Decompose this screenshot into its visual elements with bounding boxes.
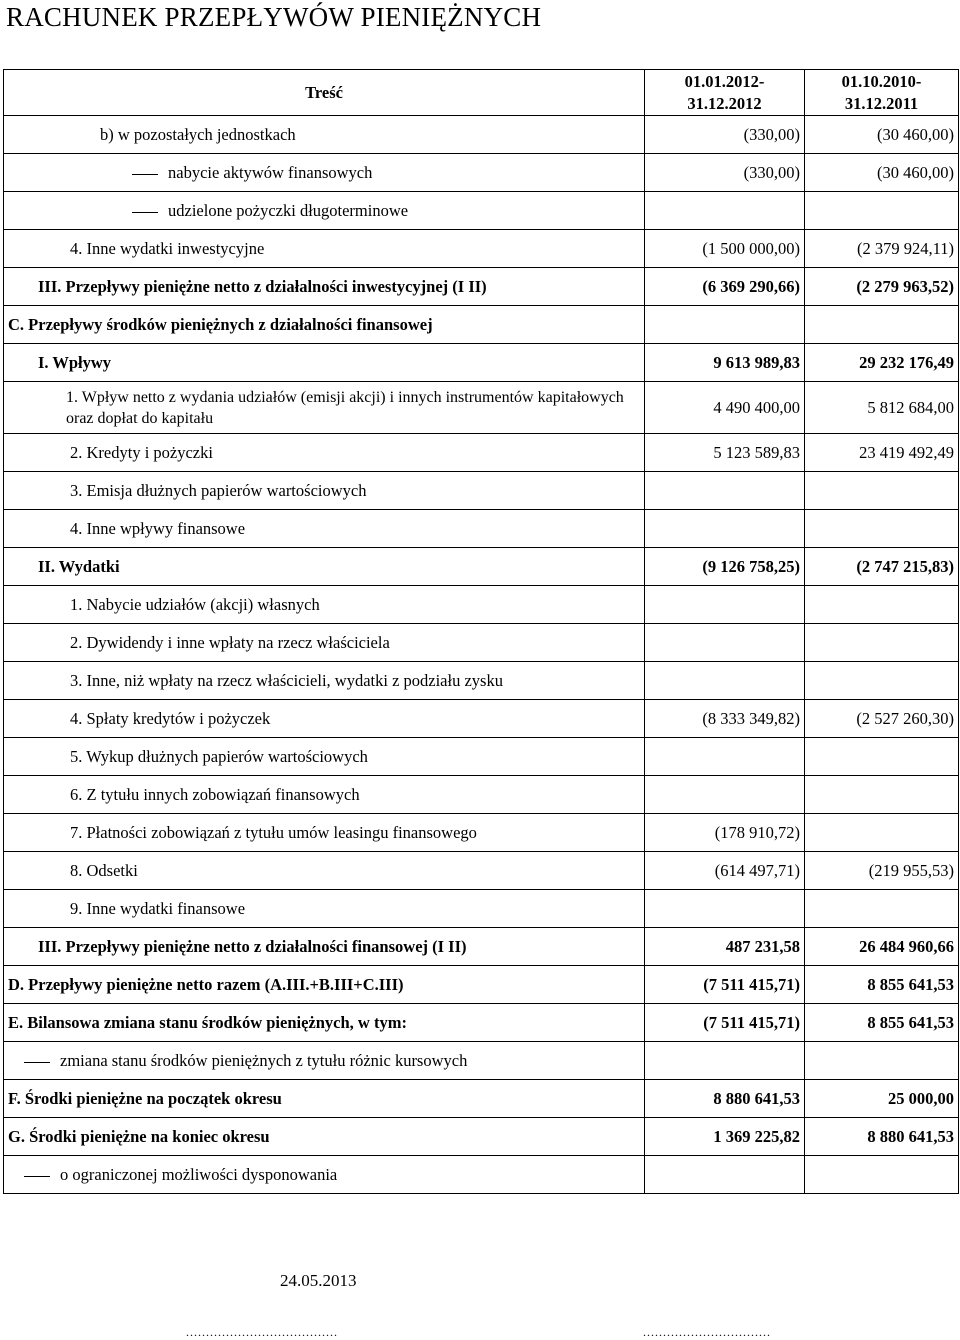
row-value-1: 487 231,58: [645, 928, 805, 966]
table-row: [4, 966, 959, 1004]
row-value-1: (178 910,72): [645, 814, 805, 852]
dash-icon: [24, 1062, 50, 1063]
row-value-1: (8 333 349,82): [645, 700, 805, 738]
row-value-1: 9 613 989,83: [645, 344, 805, 382]
row-label-text: 8. Odsetki: [70, 861, 138, 880]
table-row: [4, 268, 959, 306]
table-row: [4, 154, 959, 192]
row-value-1: (330,00): [645, 154, 805, 192]
row-value-2: [805, 192, 959, 230]
row-label: [4, 662, 645, 700]
table-row: [4, 1156, 959, 1194]
row-label-text: 2. Dywidendy i inne wpłaty na rzecz właściciela: [70, 633, 390, 652]
row-value-1: (6 369 290,66): [645, 268, 805, 306]
table-row: [4, 928, 959, 966]
row-label-text: F. Środki pieniężne na początek okresu: [8, 1089, 282, 1108]
row-label: [4, 966, 645, 1004]
row-label-text: 1. Wpływ netto z wydania udziałów (emisji akcji) i innych instrumentów kapitałowych oraz dopłat do kapitału: [4, 382, 645, 434]
row-value-2: 8 855 641,53: [805, 966, 959, 1004]
table-row: [4, 434, 959, 472]
table-row: [4, 1004, 959, 1042]
table-row: [4, 890, 959, 928]
row-label-text: 9. Inne wydatki finansowe: [70, 899, 246, 918]
row-label: [4, 434, 645, 472]
table-row: [4, 776, 959, 814]
row-value-1: [645, 1042, 805, 1080]
table-row: [4, 1080, 959, 1118]
row-label-text: 5. Wykup dłużnych papierów wartościowych: [70, 747, 368, 766]
signature-line-left: ......................................: [186, 1325, 338, 1339]
row-value-2: (30 460,00): [805, 116, 959, 154]
table-row: [4, 548, 959, 586]
row-value-1: 4 490 400,00: [645, 382, 805, 434]
row-value-1: [645, 510, 805, 548]
row-value-2: [805, 776, 959, 814]
table-header-row: [4, 70, 959, 116]
row-label-text: 1. Nabycie udziałów (akcji) własnych: [70, 595, 320, 614]
row-label: [4, 1080, 645, 1118]
row-label-text: 3. Emisja dłużnych papierów wartościowych: [70, 481, 367, 500]
row-label: [4, 852, 645, 890]
row-value-2: [805, 586, 959, 624]
signature-date: 24.05.2013: [280, 1271, 357, 1290]
row-label: [4, 1042, 645, 1080]
row-label-text: 3. Inne, niż wpłaty na rzecz właścicieli, wydatki z podziału zysku: [70, 671, 503, 690]
row-value-1: (7 511 415,71): [645, 966, 805, 1004]
row-value-2: 23 419 492,49: [805, 434, 959, 472]
row-value-2: 25 000,00: [805, 1080, 959, 1118]
row-value-1: [645, 738, 805, 776]
row-label-text: II. Wydatki: [38, 557, 120, 576]
row-label: [4, 344, 645, 382]
table-row: [4, 624, 959, 662]
row-value-2: (2 279 963,52): [805, 268, 959, 306]
row-label-text: G. Środki pieniężne na koniec okresu: [8, 1127, 270, 1146]
row-value-2: (30 460,00): [805, 154, 959, 192]
row-value-1: [645, 472, 805, 510]
page-title: RACHUNEK PRZEPŁYWÓW PIENIĘŻNYCH: [6, 2, 542, 32]
table-row: [4, 586, 959, 624]
row-value-1: [645, 586, 805, 624]
row-label: [4, 268, 645, 306]
row-value-1: [645, 890, 805, 928]
row-label: [4, 1156, 645, 1194]
row-label: [4, 776, 645, 814]
row-label: [4, 814, 645, 852]
row-label: [4, 1118, 645, 1156]
row-value-2: [805, 306, 959, 344]
row-label-text: III. Przepływy pieniężne netto z działalności finansowej (I II): [38, 937, 467, 956]
row-value-1: [645, 192, 805, 230]
table-row: [4, 662, 959, 700]
row-value-2: [805, 662, 959, 700]
row-value-1: [645, 662, 805, 700]
row-label: [4, 624, 645, 662]
row-label: [4, 1004, 645, 1042]
row-label: [4, 700, 645, 738]
row-value-2: (2 379 924,11): [805, 230, 959, 268]
row-label-text: 4. Spłaty kredytów i pożyczek: [70, 709, 271, 728]
row-value-1: (330,00): [645, 116, 805, 154]
row-label-text: III. Przepływy pieniężne netto z działalności inwestycyjnej (I II): [38, 277, 487, 296]
row-label-text: 6. Z tytułu innych zobowiązań finansowych: [70, 785, 360, 804]
row-label-text: o ograniczonej możliwości dysponowania: [60, 1165, 338, 1184]
row-value-1: 1 369 225,82: [645, 1118, 805, 1156]
table-row: [4, 192, 959, 230]
header-period-2: 01.10.2010-31.12.2011: [805, 70, 959, 116]
row-label-text: b) w pozostałych jednostkach: [100, 125, 296, 144]
dash-icon: [132, 174, 158, 175]
row-label-text: nabycie aktywów finansowych: [168, 163, 373, 182]
row-value-2: [805, 510, 959, 548]
row-value-2: 8 880 641,53: [805, 1118, 959, 1156]
table-row: [4, 230, 959, 268]
table-row: [4, 116, 959, 154]
table-row: [4, 1042, 959, 1080]
row-label-text: C. Przepływy środków pieniężnych z działalności finansowej: [8, 315, 433, 334]
row-label: [4, 586, 645, 624]
row-label-text: zmiana stanu środków pieniężnych z tytułu różnic kursowych: [60, 1051, 468, 1070]
table-row: [4, 472, 959, 510]
row-label-text: 2. Kredyty i pożyczki: [70, 443, 213, 462]
row-label: [4, 306, 645, 344]
row-value-2: (2 747 215,83): [805, 548, 959, 586]
row-value-1: [645, 1156, 805, 1194]
row-value-2: [805, 814, 959, 852]
row-value-2: [805, 624, 959, 662]
row-label: [4, 890, 645, 928]
dash-icon: [24, 1176, 50, 1177]
row-label-text: I. Wpływy: [38, 353, 112, 372]
cash-flow-table: [3, 69, 959, 1194]
row-label: [4, 230, 645, 268]
table-row: [4, 852, 959, 890]
row-value-2: (2 527 260,30): [805, 700, 959, 738]
row-value-2: [805, 1156, 959, 1194]
row-value-2: 26 484 960,66: [805, 928, 959, 966]
row-label-text: 7. Płatności zobowiązań z tytułu umów leasingu finansowego: [70, 823, 477, 842]
table-row: [4, 510, 959, 548]
header-period-1: 01.01.2012-31.12.2012: [645, 70, 805, 116]
table-row: [4, 344, 959, 382]
row-value-1: (9 126 758,25): [645, 548, 805, 586]
row-label: [4, 116, 645, 154]
row-value-1: [645, 306, 805, 344]
row-value-2: 8 855 641,53: [805, 1004, 959, 1042]
header-label: Treść: [4, 70, 645, 116]
row-label-text: E. Bilansowa zmiana stanu środków pieniężnych, w tym:: [8, 1013, 407, 1032]
row-label: [4, 154, 645, 192]
row-label-text: udzielone pożyczki długoterminowe: [168, 201, 409, 220]
dash-icon: [132, 212, 158, 213]
row-label: [4, 472, 645, 510]
row-label: [4, 548, 645, 586]
table-row: [4, 1118, 959, 1156]
row-label: [4, 928, 645, 966]
signature-line-right: ................................: [643, 1325, 771, 1339]
row-label: [4, 510, 645, 548]
row-value-1: 8 880 641,53: [645, 1080, 805, 1118]
row-value-1: (1 500 000,00): [645, 230, 805, 268]
row-value-1: [645, 776, 805, 814]
row-label: [4, 192, 645, 230]
table-row: [4, 814, 959, 852]
row-value-2: (219 955,53): [805, 852, 959, 890]
row-value-2: [805, 738, 959, 776]
row-value-1: (614 497,71): [645, 852, 805, 890]
row-value-1: 5 123 589,83: [645, 434, 805, 472]
row-value-2: [805, 472, 959, 510]
table-row: [4, 738, 959, 776]
row-value-1: [645, 624, 805, 662]
table-row: [4, 700, 959, 738]
row-value-2: [805, 1042, 959, 1080]
row-value-2: [805, 890, 959, 928]
row-value-2: 29 232 176,49: [805, 344, 959, 382]
table-row: [4, 306, 959, 344]
row-label-text: 4. Inne wydatki inwestycyjne: [70, 239, 265, 258]
row-value-2: 5 812 684,00: [805, 382, 959, 434]
row-value-1: (7 511 415,71): [645, 1004, 805, 1042]
row-label-text: 4. Inne wpływy finansowe: [70, 519, 246, 538]
row-label: [4, 738, 645, 776]
row-label-text: D. Przepływy pieniężne netto razem (A.III.+B.III+C.III): [8, 975, 404, 994]
table-row: [4, 382, 959, 434]
